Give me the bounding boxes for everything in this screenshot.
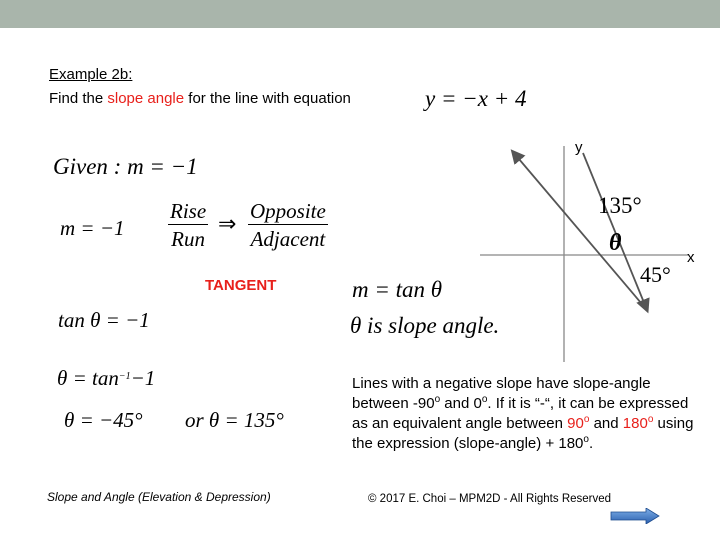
inverse-tan-equation — [57, 366, 155, 391]
theta-135: or θ = 135° — [185, 408, 284, 432]
opposite-adjacent-fraction — [248, 198, 328, 253]
note-part-4: and — [589, 415, 623, 432]
degree-mark-5: o — [583, 434, 589, 445]
note-part-1: Lines with a negative slope have slope-angle between -90 — [352, 375, 651, 412]
inverse-argument: −1 — [130, 366, 156, 390]
explanation-note — [352, 374, 707, 454]
prompt-highlight: slope angle — [107, 90, 185, 107]
line-equation: y = −x + 4 — [425, 86, 527, 111]
degree-mark-2: o — [481, 394, 488, 405]
graphed-line — [513, 152, 647, 310]
theta-minus-45: θ = −45° — [64, 408, 143, 432]
slope-value: m = −1 — [60, 216, 125, 240]
y-axis-label: y — [575, 139, 583, 156]
inverse-tan-text: θ = tan — [57, 366, 119, 390]
note-90: 90 — [567, 415, 584, 432]
coordinate-graph — [480, 130, 720, 370]
degree-mark-1: o — [434, 394, 441, 405]
tan-equation: tan θ = −1 — [58, 308, 150, 332]
next-arrow-icon[interactable] — [610, 508, 660, 524]
footer-copyright: © 2017 E. Choi – MPM2D - All Rights Reserved — [368, 493, 612, 505]
note-180: 180 — [622, 415, 648, 432]
theta-label: θ — [609, 230, 622, 256]
degree-mark-4: o — [647, 414, 654, 425]
rise-run-fraction — [168, 198, 208, 253]
slide-prompt — [49, 90, 351, 107]
prompt-text-2: for the line with equation — [184, 90, 351, 107]
unused-guide — [515, 130, 583, 153]
slope-angle-definition: θ is slope angle. — [350, 313, 500, 338]
adjacent-label: Adjacent — [250, 227, 326, 251]
inverse-superscript: −1 — [118, 371, 131, 382]
angle-45-label: 45° — [640, 262, 671, 287]
x-axis-label: x — [687, 249, 695, 266]
tangent-label: TANGENT — [205, 277, 277, 294]
angle-135-label: 135° — [598, 193, 642, 218]
slide-title: Example 2b: — [49, 66, 133, 83]
prompt-text-1: Find the — [49, 90, 108, 107]
run-label: Run — [171, 227, 205, 251]
m-equals-tan: m = tan θ — [352, 277, 443, 302]
rise-label: Rise — [170, 199, 207, 223]
implies-arrow: ⇒ — [218, 212, 237, 237]
note-part-5: using the expression (slope-angle) + 180 — [352, 415, 694, 452]
note-part-6: . — [588, 435, 594, 452]
opposite-label: Opposite — [250, 199, 326, 223]
note-part-3: . If it is “-“, it can be expressed as an equivalent angle between — [352, 395, 689, 432]
footer-topic: Slope and Angle (Elevation & Depression) — [47, 490, 271, 504]
top-bar — [0, 0, 720, 28]
given-statement: Given : m = −1 — [53, 154, 198, 179]
degree-mark-3: o — [583, 414, 590, 425]
note-part-2: and 0 — [440, 395, 482, 412]
